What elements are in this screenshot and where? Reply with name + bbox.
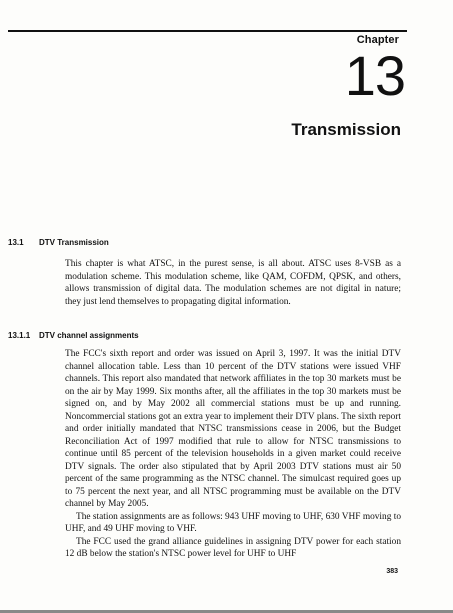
section-heading-13-1-1: [8, 331, 139, 341]
section-body-13-1-1: [65, 348, 401, 561]
chapter-title: Transmission: [291, 120, 401, 139]
chapter-label: Chapter: [356, 34, 399, 46]
section-heading-13-1: [8, 238, 109, 248]
paragraph: The station assignments are as follows: 943 UHF moving to UHF, 630 VHF moving to UHF, and 49 UHF moving to VHF.: [65, 511, 401, 534]
page-number: 383: [386, 568, 398, 575]
paragraph: The FCC used the grand alliance guidelines in assigning DTV power for each station 12 dB below the station's NTSC power level for UHF to UHF: [65, 536, 401, 559]
section-body-13-1: [65, 258, 401, 308]
section-number: 13.1: [8, 238, 24, 247]
section-number: 13.1.1: [8, 331, 31, 340]
paragraph: The FCC's sixth report and order was issued on April 3, 1997. It was the initial DTV channel allocation table. Less than 10 percent of the DTV stations were issued VHF channels. This report also mandated that network affiliates in the top 30 markets must be on the air by May 1999. Six months after, all the affiliates in the top 30 markets must be signed on, and by May 2002 all commercial stations must be up and running. Noncommercial stations got an extra year to implement their DTV plans. The sixth report and order initially mandated that NTSC transmissions cease in 2006, but the Budget Reconciliation Act of 1997 modified that rule to allow for NTSC transmissions to continue until 85 percent of the television households in a given market could receive DTV signals. The order also stipulated that by April 2003 DTV stations must air 50 percent of the same programming as the NTSC channel. The simulcast required goes up to 75 percent the next year, and all NTSC programming must be available on the DTV channel by May 2005.: [65, 349, 401, 509]
chapter-top-rule: [8, 30, 407, 32]
section-title: DTV Transmission: [39, 238, 109, 247]
section-title: DTV channel assignments: [39, 331, 139, 340]
chapter-number: 13: [344, 44, 405, 107]
paragraph: This chapter is what ATSC, in the purest sense, is all about. ATSC uses 8-VSB as a modulation scheme. This modulation scheme, like QAM, COFDM, QPSK, and others, allows transmission of digital data. The modulation schemes are not digital in nature; they just lend themselves to propagating digital information.: [65, 259, 401, 307]
